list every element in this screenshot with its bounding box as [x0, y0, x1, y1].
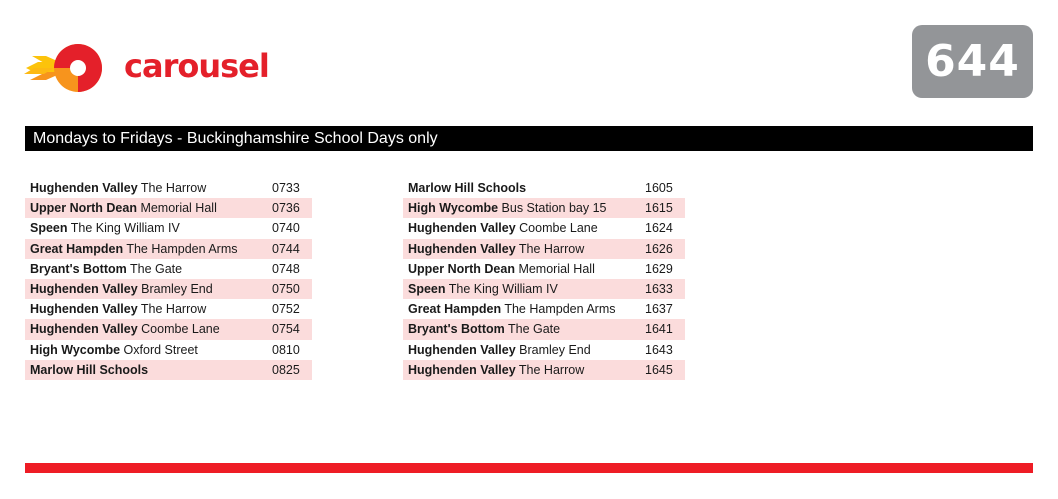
time-cell: 1641 [640, 319, 685, 339]
table-row [403, 178, 685, 198]
table-row [403, 239, 685, 259]
route-number-badge: 644 [912, 25, 1033, 98]
place-name: Marlow Hill Schools [30, 362, 149, 377]
stop-cell [25, 259, 266, 279]
place-name: Bryant's Bottom [30, 261, 127, 276]
place-name: Hughenden Valley [30, 181, 138, 196]
stop-cell [25, 340, 266, 360]
stop-cell [403, 319, 640, 339]
place-name: Hughenden Valley [408, 241, 516, 256]
time-cell: 0750 [266, 279, 312, 299]
place-name: Marlow Hill Schools [408, 181, 527, 196]
time-cell: 0754 [266, 319, 312, 339]
stop-cell [403, 178, 640, 198]
stop-name: Memorial Hall [140, 201, 217, 216]
place-name: Hughenden Valley [408, 362, 516, 377]
stop-cell [403, 360, 640, 380]
table-row [403, 299, 685, 319]
table-row [25, 259, 312, 279]
place-name: Great Hampden [408, 302, 502, 317]
table-row [25, 360, 312, 380]
table-row [403, 279, 685, 299]
time-cell: 1624 [645, 221, 673, 236]
time-cell: 1633 [640, 279, 685, 299]
stop-cell [403, 218, 640, 238]
stop-name: Memorial Hall [518, 261, 595, 276]
afternoon-timetable [403, 178, 685, 380]
stop-name: The Hampden Arms [504, 302, 616, 317]
time-cell: 0752 [272, 302, 300, 317]
table-row [25, 178, 312, 198]
stop-cell [25, 360, 266, 380]
place-name: Hughenden Valley [408, 342, 516, 357]
brand-wordmark: carousel [124, 47, 269, 85]
table-row [403, 340, 685, 360]
stop-cell [403, 279, 640, 299]
carousel-logo [24, 42, 269, 94]
table-row [403, 360, 685, 380]
stop-name: The King William IV [448, 282, 558, 297]
table-row [25, 340, 312, 360]
stop-name: The Hampden Arms [126, 241, 238, 256]
stop-cell [403, 259, 640, 279]
time-cell: 1629 [645, 261, 673, 276]
place-name: Great Hampden [30, 241, 124, 256]
stop-cell [25, 279, 266, 299]
time-cell: 1615 [640, 198, 685, 218]
stop-cell [403, 299, 640, 319]
place-name: Hughenden Valley [408, 221, 516, 236]
stop-name: Bramley End [141, 282, 213, 297]
stop-cell [403, 198, 640, 218]
stop-name: Coombe Lane [141, 322, 220, 337]
time-cell: 1626 [640, 239, 685, 259]
table-row [25, 198, 312, 218]
morning-timetable [25, 178, 312, 380]
time-cell: 0733 [272, 181, 300, 196]
place-name: Hughenden Valley [30, 302, 138, 317]
place-name: Upper North Dean [30, 201, 137, 216]
time-cell: 0825 [266, 360, 312, 380]
table-row [25, 299, 312, 319]
time-cell: 1643 [645, 342, 673, 357]
table-row [403, 198, 685, 218]
stop-name: The Harrow [518, 362, 585, 377]
stop-name: Coombe Lane [519, 221, 598, 236]
table-row [403, 218, 685, 238]
stop-name: The Gate [129, 261, 183, 276]
time-cell: 0810 [272, 342, 300, 357]
time-cell: 0736 [266, 198, 312, 218]
table-row [25, 279, 312, 299]
stop-cell [25, 218, 266, 238]
stop-cell [403, 239, 640, 259]
time-cell: 1605 [645, 181, 673, 196]
place-name: Upper North Dean [408, 261, 515, 276]
time-cell: 1645 [640, 360, 685, 380]
schedule-title: Mondays to Fridays - Buckinghamshire School Days only [25, 126, 1033, 151]
table-row [25, 218, 312, 238]
place-name: Speen [30, 221, 68, 236]
place-name: Bryant's Bottom [408, 322, 505, 337]
stop-name: The Gate [507, 322, 561, 337]
place-name: High Wycombe [408, 201, 499, 216]
time-cell: 0744 [266, 239, 312, 259]
table-row [25, 239, 312, 259]
stop-name: Oxford Street [123, 342, 198, 357]
carousel-roundel-icon [24, 42, 124, 94]
place-name: Hughenden Valley [30, 322, 138, 337]
stop-name: Bus Station bay 15 [501, 201, 607, 216]
time-cell: 0748 [272, 261, 300, 276]
table-row [403, 259, 685, 279]
stop-cell [25, 299, 266, 319]
place-name: High Wycombe [30, 342, 121, 357]
stop-cell [25, 239, 266, 259]
stop-cell [403, 340, 640, 360]
place-name: Hughenden Valley [30, 282, 138, 297]
stop-name: The Harrow [140, 302, 207, 317]
stop-name: The Harrow [518, 241, 585, 256]
stop-name: The Harrow [140, 181, 207, 196]
footer-divider [25, 463, 1033, 473]
stop-cell [25, 319, 266, 339]
stop-cell [25, 178, 266, 198]
time-cell: 1637 [645, 302, 673, 317]
time-cell: 0740 [272, 221, 300, 236]
table-row [403, 319, 685, 339]
stop-name: Bramley End [519, 342, 591, 357]
table-row [25, 319, 312, 339]
place-name: Speen [408, 282, 446, 297]
stop-name: The King William IV [70, 221, 180, 236]
stop-cell [25, 198, 266, 218]
